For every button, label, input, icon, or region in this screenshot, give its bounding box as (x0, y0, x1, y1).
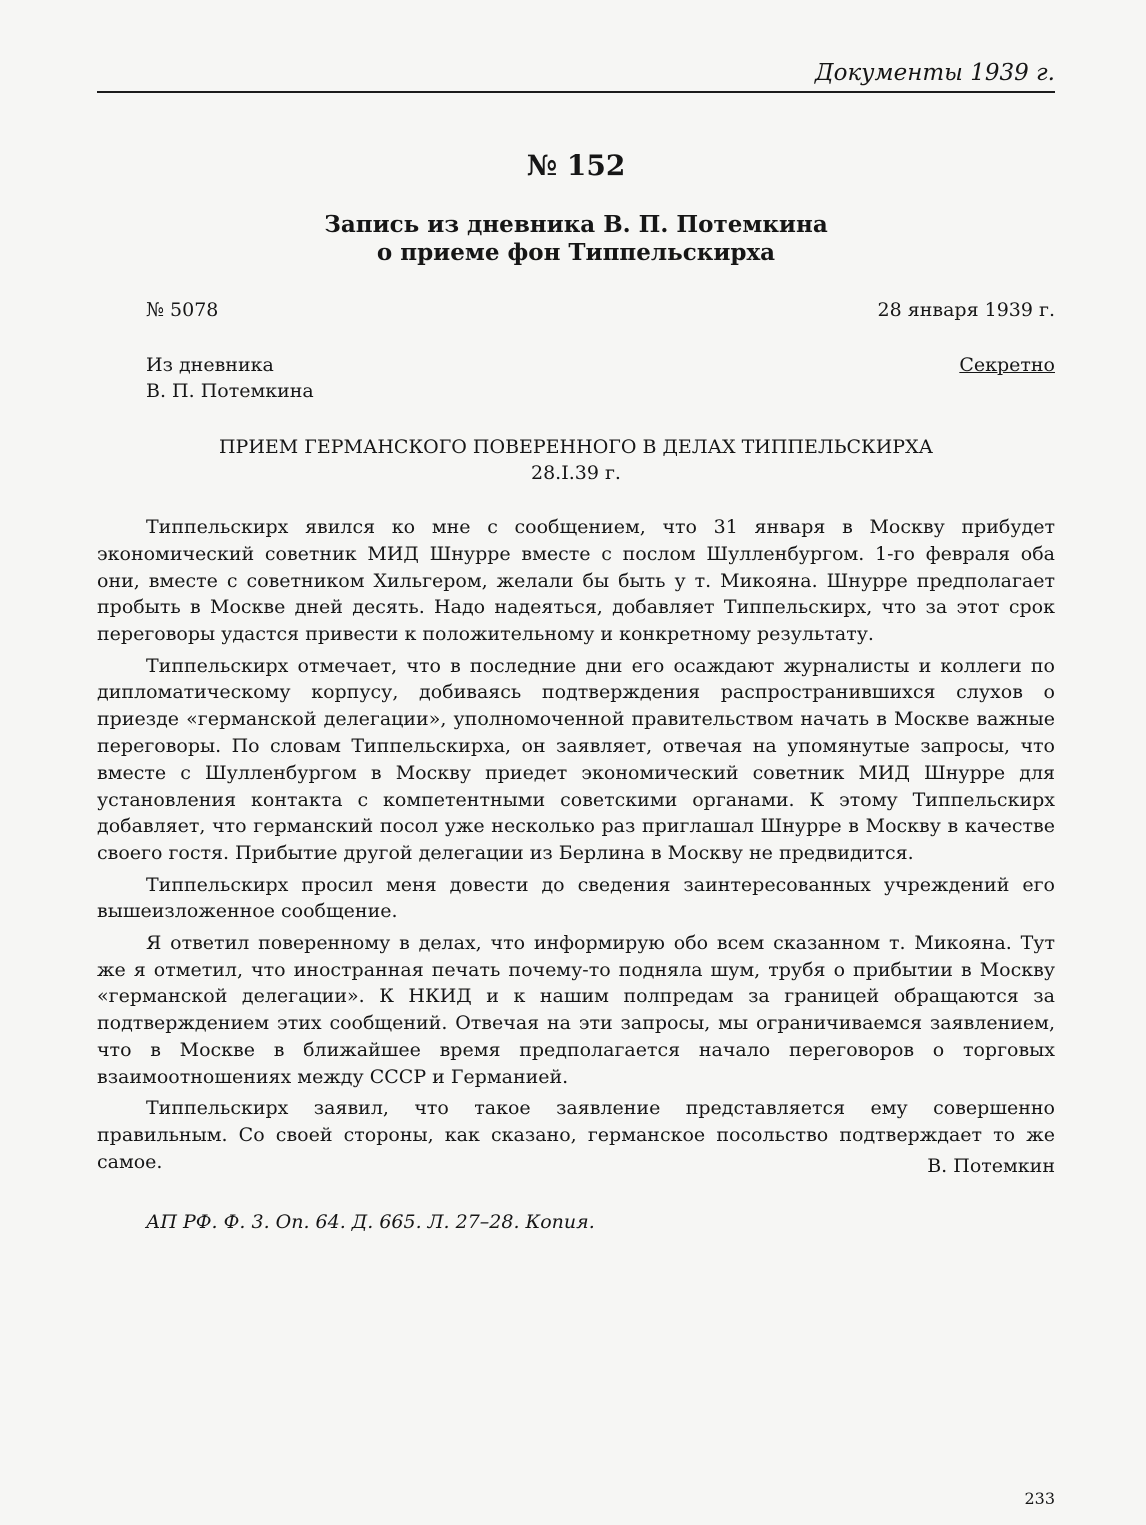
archive-reference: АП РФ. Ф. 3. Оп. 64. Д. 665. Л. 27–28. Копия. (146, 1211, 595, 1233)
body-paragraph: Типпельскирх отмечает, что в последние дни его осаждают журналисты и коллеги по дипломатическому корпусу, добиваясь подтверждения распространившихся слухов о приезде «германской делегации», уполномоченной правительством начать в Москве важные переговоры. По словам Типпельскирха, он заявляет, отвечая на упомянутые запросы, что вместе с Шулленбургом в Москву приедет экономический советник МИД Шнурре для установления контакта с компетентными советскими органами. К этому Типпельскирх добавляет, что германский посол уже несколько раз приглашал Шнурре в Москву в качестве своего гостя. Прибытие другой делегации из Берлина в Москву не предвидится. (97, 654, 1055, 865)
document-title-line-1: Запись из дневника В. П. Потемкина (324, 211, 828, 238)
subject-heading: ПРИЕМ ГЕРМАНСКОГО ПОВЕРЕННОГО В ДЕЛАХ ТИППЕЛЬСКИРХА (218, 436, 934, 458)
source-line-1: Из дневника (146, 354, 274, 376)
classification-stamp: Секретно (959, 354, 1055, 376)
body-paragraph: Я ответил поверенному в делах, что информирую обо всем сказанном т. Микояна. Тут же я отметил, что иностранная печать почему-то подняла шум, трубя о прибытии в Москву «германской делегации». К НКИД и к нашим полпредам за границей обращаются за подтверждением этих сообщений. Отвечая на эти запросы, мы ограничиваемся заявлением, что в Москве в ближайшее время предполагается начало переговоров о торговых взаимоотношениях между СССР и Германией. (97, 931, 1055, 1088)
registration-number: № 5078 (146, 299, 219, 321)
header-rule (97, 91, 1055, 93)
subject-date: 28.I.39 г. (531, 462, 621, 484)
running-header: Документы 1939 г. (814, 60, 1055, 86)
document-title-line-2: о приеме фон Типпельскирха (376, 239, 776, 266)
document-date: 28 января 1939 г. (877, 299, 1055, 321)
page-number: 233 (1024, 1489, 1055, 1508)
signature: В. Потемкин (927, 1155, 1055, 1177)
body-paragraph: Типпельскирх явился ко мне с сообщением, что 31 января в Москву прибудет экономический советник МИД Шнурре вместе с послом Шулленбургом. 1-го февраля оба они, вместе с советником Хильгером, желали бы быть у т. Микояна. Шнурре предполагает пробыть в Москве дней десять. Надо надеяться, добавляет Типпельскирх, что за этот срок переговоры удастся привести к положительному и конкретному результату. (97, 516, 1055, 646)
document-title (97, 211, 1055, 267)
document-number: № 152 (526, 149, 626, 182)
source-line-2: В. П. Потемкина (146, 380, 314, 402)
body-paragraph: Типпельскирх просил меня довести до сведения заинтересованных учреждений его вышеизложенное сообщение. (97, 873, 1055, 923)
document-body (97, 514, 1055, 1180)
body-paragraph: Типпельскирх заявил, что такое заявление представляется ему совершенно правильным. Со своей стороны, как сказано, германское посольство подтверждает то же самое. (97, 1097, 1055, 1173)
